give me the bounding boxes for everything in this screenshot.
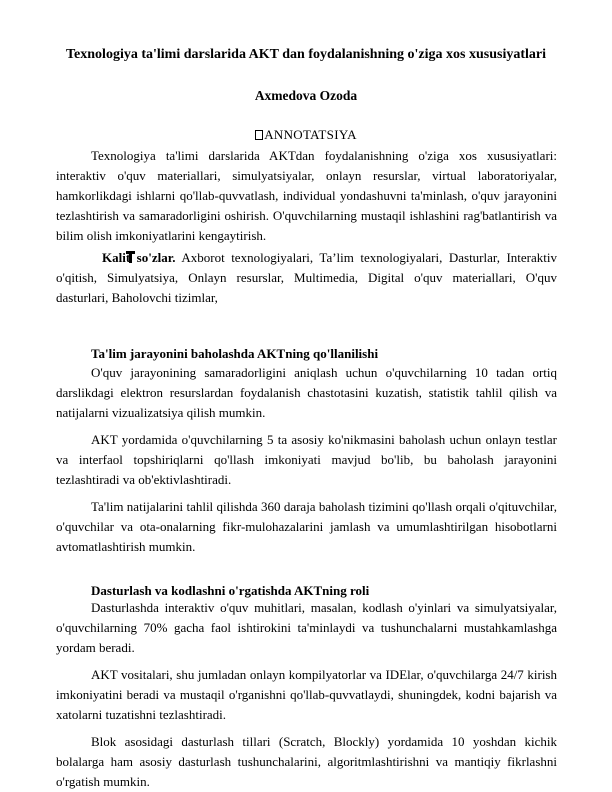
annotation-block xyxy=(56,146,557,308)
author-name: Axmedova Ozoda xyxy=(254,88,358,103)
section-heading-assessment: Ta'lim jarayonini baholashda AKTning qo'llanilishi xyxy=(91,346,379,361)
assessment-paragraph-1: O'quv jarayonining samaradorligini aniqlash uchun o'quvchilarning 10 tadan ortiq darslikdagi elektron resurslardan foydalanish chastotasini kuzatish, statistik tahlil qilish va natijalarni vizualizatsiya qilish mumkin. xyxy=(56,365,557,420)
pin-icon xyxy=(91,249,100,261)
section-programming-body xyxy=(56,598,557,792)
annotation-text: Texnologiya ta'limi darslarida AKTdan foydalanishning o'ziga xos xususiyatlari: interaktiv o'quv materiallari, simulyatsiyalar, onlayn resurslar, virtual laboratoriyalar, hamkorlikdagi ishlarni qo'llab-quvvatlash, individual yondashuvni ta'minlash, o'quv jarayonini tezlashtirish va samaradorligini oshirish. O'quvchilarning mustaqil ishlashini rag'batlantirish va bilim olish imkoniyatlarini kengaytirish. xyxy=(56,148,557,243)
programming-paragraph-2: AKT vositalari, shu jumladan onlayn kompilyatorlar va IDElar, o'quvchilarga 24/7 kirish imkoniyatini beradi va mustaqil o'rganishni qo'llab-quvvatlaydi, shuningdek, kodni bajarish va xatolarni tuzatishni tezlashtiradi. xyxy=(56,667,557,722)
assessment-paragraph-3: Ta'lim natijalarini tahlil qilishda 360 daraja baholash tizimini qo'llash orqali o'qituvchilar, o'quvchilar va ota-onalarning fikr-mulohazalarini jamlash va umumlashtirilgan hisobotlarni avtomatlashtirish mumkin. xyxy=(56,499,557,554)
keywords-list: Axborot texnologiyalari, Ta’lim texnologiyalari, Dasturlar, Interaktiv o'qitish, Simulyatsiya, Onlayn resurslar, Multimedia, Digital o'quv materiallari, O'quv dasturlari, Baholovchi tizimlar, xyxy=(56,250,557,305)
document-title: Texnologiya ta'limi darslarida AKT dan foydalanishning o'ziga xos xususiyatlari xyxy=(66,47,546,62)
assessment-paragraph-2: AKT yordamida o'quvchilarning 5 ta asosiy ko'nikmasini baholash uchun onlayn testlar va interfaol topshiriqlarni qo'llash imkoniyati mavjud bo'lib, bu baholash jarayonini tezlashtiradi va ob'ektivlashtiradi. xyxy=(56,432,557,487)
section-heading-programming: Dasturlash va kodlashni o'rgatishda AKTning roli xyxy=(91,583,370,598)
programming-paragraph-3: Blok asosidagi dasturlash tillari (Scratch, Blockly) yordamida 10 yoshdan kichik bolalarga ham asosiy dasturlash tushunchalarini, algoritmlashtirishni va mantiqiy fikrlashni o'rgatish mumkin. xyxy=(56,734,557,789)
keywords-paragraph xyxy=(56,248,557,308)
section-assessment-body xyxy=(56,363,557,557)
missing-glyph-icon xyxy=(255,130,263,140)
annotation-heading xyxy=(0,127,612,143)
annotation-heading-text: ANNOTATSIYA xyxy=(264,127,357,142)
programming-paragraph-1: Dasturlashda interaktiv o'quv muhitlari, masalan, kodlash o'yinlari va simulyatsiyalar, o'quvchilarning 70% gacha faol ishtirokini ta'minlaydi va tushunchalarni mustahkamlashga yordam beradi. xyxy=(56,600,557,655)
keywords-label: Kalit so'zlar. xyxy=(102,250,176,265)
